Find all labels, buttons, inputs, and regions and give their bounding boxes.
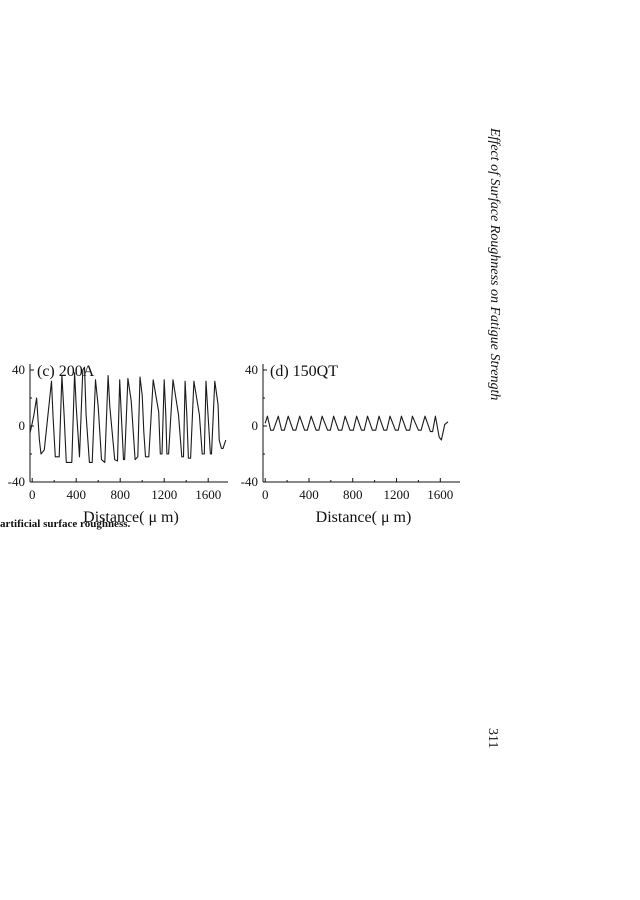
chart-c-y-tick-label: 40	[12, 362, 25, 377]
chart-d-x-tick-label: 400	[299, 487, 319, 502]
chart-c-y-tick-label: 0	[18, 418, 25, 433]
chart-c-y-tick-label: -40	[7, 474, 25, 489]
chart-d-series-line-0	[265, 416, 448, 440]
chart-d-x-tick-label: 1600	[427, 487, 454, 502]
chart-c-x-tick-label: 800	[110, 487, 130, 502]
chart-d-x-tick-label: 0	[261, 487, 269, 502]
chart-d-y-tick-label: -40	[240, 474, 258, 489]
chart-d-x-axis-label: Distance( μ m)	[315, 509, 412, 526]
chart-c-title: (c) 200A	[37, 363, 95, 380]
page-number: 311	[485, 728, 500, 749]
chart-c-x-tick-label: 1200	[151, 487, 178, 502]
figure-caption-fragment: artificial surface roughness.	[0, 518, 131, 530]
chart-d-x-tick-label: 1200	[383, 487, 410, 502]
chart-d-y-tick-label: 0	[251, 418, 258, 433]
chart-d-x-tick-label: 800	[342, 487, 363, 502]
chart-c-x-tick-label: 1600	[195, 487, 222, 502]
chart-c-x-tick-label: 400	[66, 487, 86, 502]
chart-d-y-tick-label: 40	[245, 362, 258, 377]
running-title: Effect of Surface Roughness on Fatigue Strength	[487, 128, 502, 401]
chart-c-x-tick-label: 0	[28, 487, 36, 502]
chart-c-x-axis-label: Distance( μ m)	[83, 509, 179, 526]
chart-d-title: (d) 150QT	[270, 363, 338, 380]
